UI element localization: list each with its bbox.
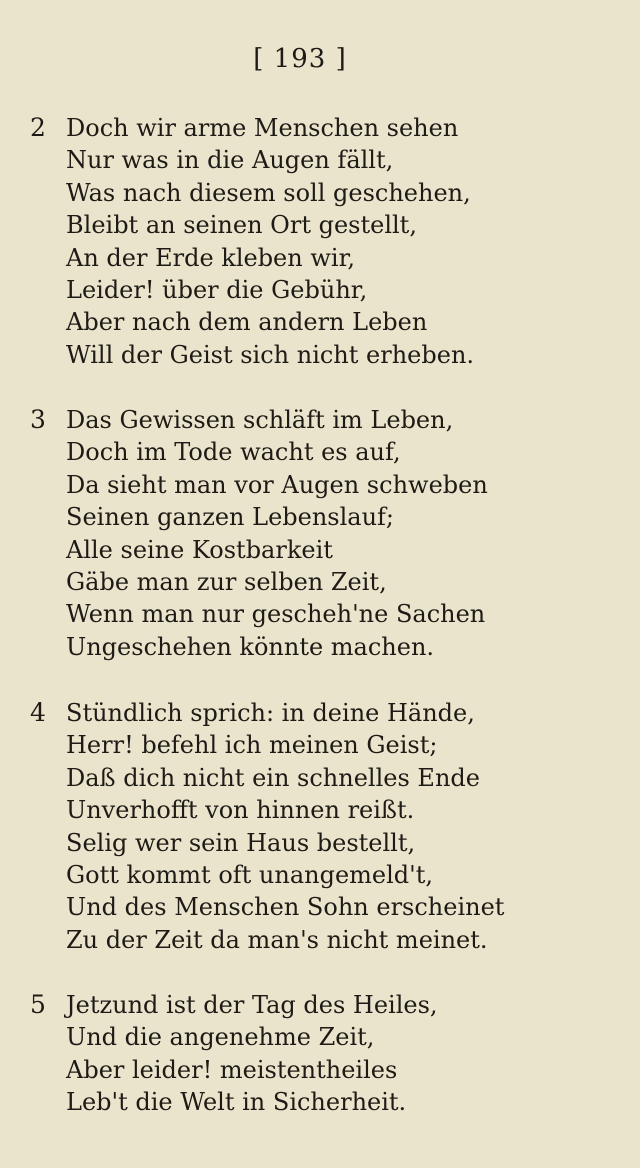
verse-line: Doch im Tode wacht es auf, (66, 438, 401, 467)
verse-line: Und die angenehme Zeit, (66, 1023, 375, 1052)
verse-line: Leb't die Welt in Sicherheit. (66, 1088, 407, 1117)
verse-line: Daß dich nicht ein schnelles Ende (66, 763, 480, 792)
verse-number: 2 (30, 113, 46, 142)
verse-lines (66, 112, 586, 371)
verse-line: Wenn man nur gescheh'ne Sachen (66, 600, 486, 629)
verse-line: Aber nach dem andern Leben (66, 308, 428, 337)
verse-line: Leider! über die Gebühr, (66, 276, 368, 305)
verse-line: Jetzund ist der Tag des Heiles, (66, 991, 438, 1019)
verse-number: 4 (30, 698, 46, 727)
verse-line: Doch wir arme Menschen sehen (66, 114, 459, 142)
verse-line: Herr! befehl ich meinen Geist; (66, 731, 438, 760)
verse-line: Bleibt an seinen Ort gestellt, (66, 211, 417, 240)
verse-line: Selig wer sein Haus bestellt, (66, 828, 416, 857)
verse-line: Unverhofft von hinnen reißt. (66, 796, 415, 825)
verse-line: Zu der Zeit da man's nicht meinet. (66, 925, 488, 954)
verse-number: 3 (30, 405, 46, 434)
verse-line: Seinen ganzen Lebenslauf; (66, 503, 395, 532)
page-number: [ 193 ] (253, 44, 347, 74)
verse-line: Stündlich sprich: in deine Hände, (66, 699, 475, 727)
verse-lines (66, 697, 586, 956)
verse-line: Gäbe man zur selben Zeit, (66, 568, 387, 597)
verse-line: Alle seine Kostbarkeit (66, 535, 333, 564)
verse-lines (66, 404, 586, 663)
verse-lines (66, 989, 586, 1119)
verse-line: Ungeschehen könnte machen. (66, 632, 435, 661)
verse-line: Will der Geist sich nicht erheben. (66, 340, 475, 369)
verse-line: Gott kommt oft unangemeld't, (66, 861, 434, 890)
verse-number: 5 (30, 990, 46, 1019)
verse-line: Da sieht man vor Augen schweben (66, 470, 488, 499)
verse-line: Das Gewissen schläft im Leben, (66, 406, 454, 434)
verse-line: Und des Menschen Sohn erscheinet (66, 893, 505, 922)
verse-line: An der Erde kleben wir, (66, 243, 356, 272)
verse-line: Aber leider! meistentheiles (66, 1055, 398, 1084)
verse-line: Was nach diesem soll geschehen, (66, 178, 471, 207)
verse-line: Nur was in die Augen fällt, (66, 146, 394, 175)
